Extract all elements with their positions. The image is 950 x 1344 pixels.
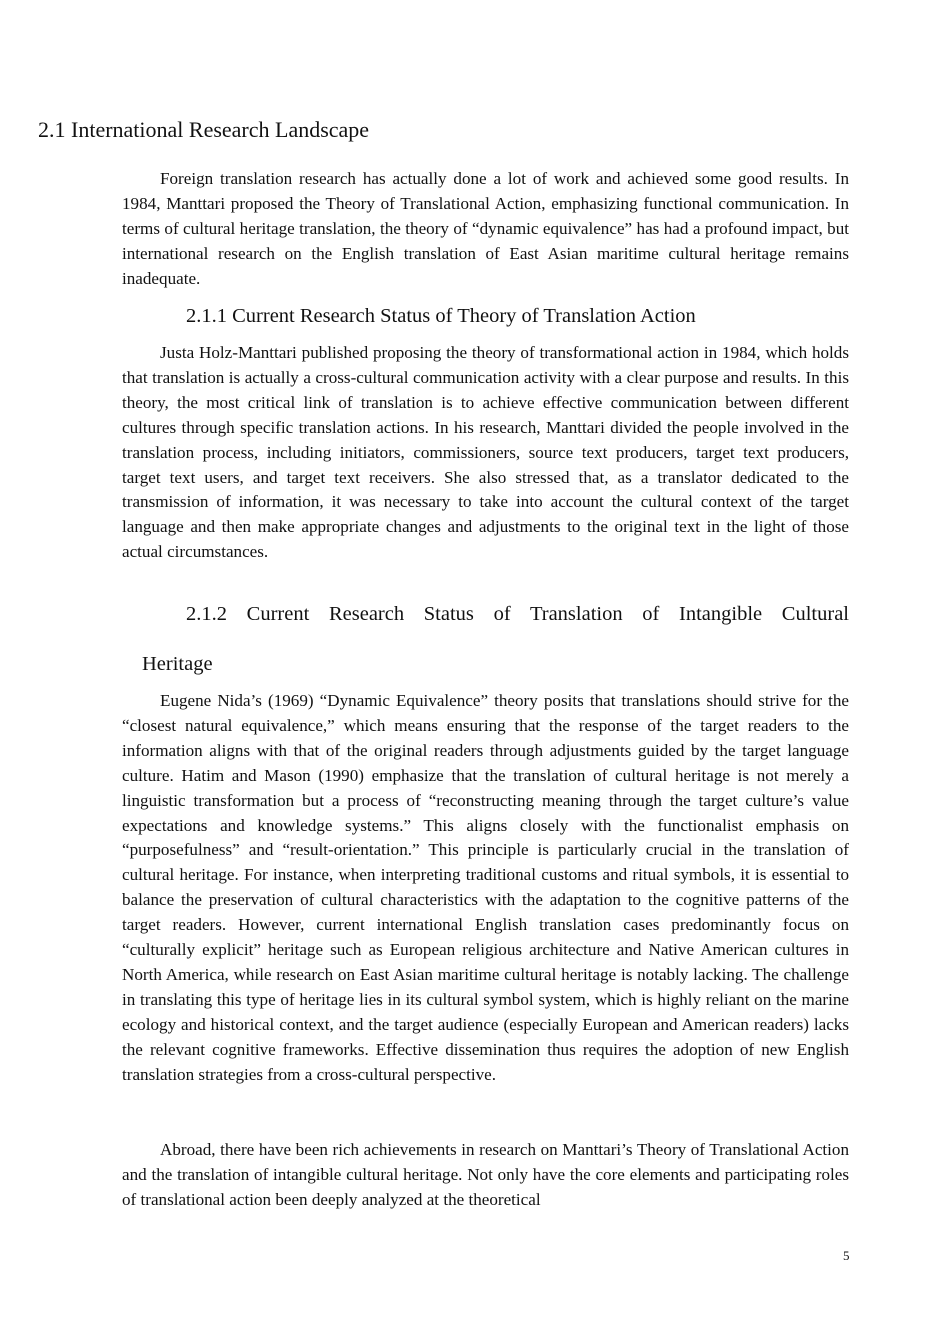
subsection-heading-2-1-1: 2.1.1 Current Research Status of Theory of Translation Action [186, 305, 696, 327]
section-heading: 2.1 International Research Landscape [38, 117, 370, 142]
subsection-heading-2-1-2-line1: 2.1.2 Current Research Status of Translation of Intangible Cultural [186, 603, 849, 625]
subsection-heading-2-1-2 [122, 601, 849, 677]
theory-action-paragraph: Justa Holz-Manttari published proposing the theory of transformational action in 1984, which holds that translation is actually a cross-cultural communication activity with a clear purpose and results. In this theory, the most critical link of translation is to achieve effective communication between different cultures through specific translation actions. In his research, Manttari divided the people involved in the translation process, including initiators, commissioners, source text producers, target text producers, target text users, and target text receivers. She also stressed that, as a translator dedicated to the transmission of information, it was necessary to take into account the cultural context of the target language and then make appropriate changes and adjustments to the original text in the light of those actual circumstances. [122, 343, 849, 562]
page-number: 5 [843, 1248, 850, 1263]
subsection-heading-2-1-2-line2: Heritage [142, 653, 213, 675]
abroad-paragraph: Abroad, there have been rich achievements in research on Manttari’s Theory of Translational Action and the translation of intangible cultural heritage. Not only have the core elements and participating roles of translational action been deeply analyzed at the theoretical [122, 1140, 849, 1209]
heritage-paragraph: Eugene Nida’s (1969) “Dynamic Equivalence” theory posits that translations should strive for the “closest natural equivalence,” which means ensuring that the response of the target readers to the information aligns with that of the original readers through adjustments guided by the target language culture. Hatim and Mason (1990) emphasize that the translation of cultural heritage is not merely a linguistic transformation but a process of “reconstructing meaning through the target culture’s value expectations and knowledge systems.” This aligns closely with the functionalist emphasis on “purposefulness” and “result-orientation.” This principle is particularly crucial in the translation of cultural heritage. For instance, when interpreting traditional customs and ritual symbols, it is essential to balance the preservation of cultural characteristics with the adaptation to the cognitive patterns of the target readers. However, current international English translation cases predominantly focus on “culturally explicit” heritage such as European religious architecture and Native American cultures in North America, while research on East Asian maritime cultural heritage is notably lacking. The challenge in translating this type of heritage lies in its cultural symbol system, which is highly reliant on the marine ecology and historical context, and the target audience (especially European and American readers) lacks the relevant cognitive frameworks. Effective dissemination thus requires the adoption of new English translation strategies from a cross-cultural perspective. [122, 691, 849, 1084]
intro-paragraph: Foreign translation research has actually done a lot of work and achieved some good results. In 1984, Manttari proposed the Theory of Translational Action, emphasizing functional communication. In terms of cultural heritage translation, the theory of “dynamic equivalence” has had a profound impact, but international research on the English translation of East Asian maritime cultural heritage remains inadequate. [122, 169, 849, 288]
